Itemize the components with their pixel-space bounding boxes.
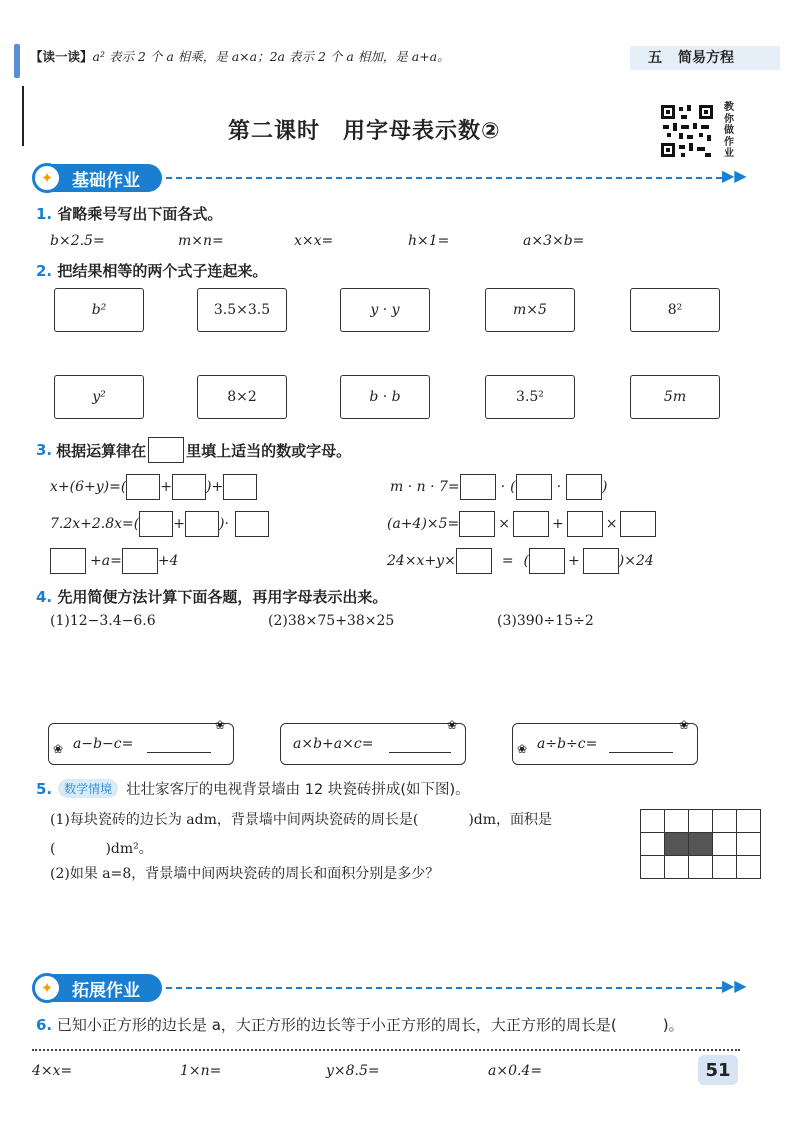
page-title: 第二课时 用字母表示数②: [228, 119, 501, 144]
q2-heading: [36, 260, 267, 281]
q5-heading: [36, 778, 470, 799]
answer-box[interactable]: [460, 474, 496, 500]
q3-expr-1: x+(6+y)=( + )+: [50, 472, 257, 502]
q6-text: 已知小正方形的边长是 a，大正方形的边长等于小正方形的周长，大正方形的周长是(: [56, 1016, 617, 1034]
formula-text: a÷b÷c=: [537, 736, 598, 752]
answer-line[interactable]: [609, 752, 673, 753]
section-divider: [166, 177, 722, 179]
match-box-top[interactable]: b²: [54, 288, 144, 332]
footer-item: a×0.4=: [488, 1063, 543, 1079]
answer-line[interactable]: [389, 752, 451, 753]
q3-expr-3: 7.2x+2.8x=( + )·: [50, 509, 269, 539]
q1-item: h×1=: [408, 233, 450, 249]
q4-item: (3)390÷15÷2: [497, 613, 594, 629]
bulb-icon: ✦: [32, 973, 62, 1003]
footer-item: 4×x=: [32, 1063, 73, 1079]
q2-text: 把结果相等的两个式子连起来。: [57, 262, 268, 280]
q4-item: (2)38×75+38×25: [268, 613, 395, 629]
q5-part1-cont: ( )dm²。: [50, 841, 153, 857]
q3-text-a: 根据运算律在: [56, 441, 147, 460]
answer-box[interactable]: [529, 548, 565, 574]
answer-box[interactable]: [459, 511, 495, 537]
tip-line: [30, 47, 450, 65]
bulb-icon: ✦: [32, 163, 62, 193]
answer-box[interactable]: [516, 474, 552, 500]
q4-item: (1)12−3.4−6.6: [50, 613, 156, 629]
match-box-bottom[interactable]: y²: [54, 375, 144, 419]
answer-box[interactable]: [185, 511, 219, 537]
match-box-bottom[interactable]: 5m: [630, 375, 720, 419]
answer-box[interactable]: [456, 548, 492, 574]
qr-caption: 教 你 做 作 业: [724, 102, 734, 159]
blank-box-sample: [148, 437, 184, 463]
q1-number: 1.: [36, 205, 53, 223]
scroll-curl-icon: ❀: [679, 718, 690, 732]
q3-expr-6: 24×x+y× = ( + )×24: [387, 546, 654, 576]
qr-code[interactable]: [659, 103, 715, 159]
q5-part1: (1)每块瓷砖的边长为 adm，背景墙中间两块瓷砖的周长是( )dm，面积是: [50, 812, 553, 828]
formula-scroll: [48, 718, 234, 765]
match-box-top[interactable]: 8²: [630, 288, 720, 332]
q1-heading: [36, 203, 222, 224]
answer-box[interactable]: [126, 474, 160, 500]
unit-title: 简易方程: [678, 50, 734, 66]
double-arrow-icon: ▶▶: [722, 976, 747, 995]
q3-expr-2: m · n · 7= · ( · ): [390, 472, 607, 502]
q3-expr-4: (a+4)×5= × + ×: [387, 509, 656, 539]
answer-box[interactable]: [139, 511, 173, 537]
tip-side-bar: [14, 44, 20, 78]
q5-part2: (2)如果 a=8，背景墙中间两块瓷砖的周长和面积分别是多少？: [50, 866, 440, 882]
answer-box[interactable]: [235, 511, 269, 537]
match-box-bottom[interactable]: 8×2: [197, 375, 287, 419]
match-box-bottom[interactable]: b · b: [340, 375, 430, 419]
footer-divider: [32, 1049, 740, 1051]
formula-scroll: [280, 718, 466, 765]
section-ext-label: 拓展作业: [72, 980, 140, 1001]
formula-text: a−b−c=: [73, 736, 134, 752]
unit-number: 五: [648, 50, 662, 66]
answer-box[interactable]: [50, 548, 86, 574]
q3-text-b: 里填上适当的数或字母。: [186, 441, 352, 460]
answer-box[interactable]: [567, 511, 603, 537]
tip-text: a² 表示 2 个 a 相乘，是 a×a；2a 表示 2 个 a 相加，是 a+a。: [92, 49, 450, 64]
double-arrow-icon: ▶▶: [722, 166, 747, 185]
answer-box[interactable]: [122, 548, 158, 574]
q3-heading: [36, 437, 351, 463]
margin-line: [22, 86, 24, 146]
answer-line[interactable]: [147, 752, 211, 753]
scroll-curl-icon: ❀: [447, 718, 458, 732]
q1-item: x×x=: [294, 233, 334, 249]
answer-box[interactable]: [566, 474, 602, 500]
answer-box[interactable]: [513, 511, 549, 537]
q3-number: 3.: [36, 441, 53, 459]
footer-item: y×8.5=: [326, 1063, 380, 1079]
answer-box[interactable]: [583, 548, 619, 574]
section-divider: [166, 987, 722, 989]
q6-number: 6.: [36, 1016, 53, 1034]
tile-wall-grid: [640, 809, 761, 879]
q6-heading: 6. 已知小正方形的边长是 a，大正方形的边长等于小正方形的周长，大正方形的周长是( )。: [36, 1016, 684, 1034]
q1-item: b×2.5=: [50, 233, 105, 249]
q1-item: m×n=: [178, 233, 224, 249]
match-box-top[interactable]: y · y: [340, 288, 430, 332]
q3-expr-5: +a= +4: [50, 546, 178, 576]
formula-text: a×b+a×c=: [293, 736, 374, 752]
q4-heading: [36, 586, 387, 607]
match-box-bottom[interactable]: 3.5²: [485, 375, 575, 419]
match-box-top[interactable]: m×5: [485, 288, 575, 332]
q5-number: 5.: [36, 779, 53, 798]
answer-box[interactable]: [223, 474, 257, 500]
answer-box[interactable]: [620, 511, 656, 537]
page-number: 51: [698, 1055, 738, 1085]
situation-tag: 数学情境: [58, 779, 118, 798]
q4-number: 4.: [36, 588, 53, 606]
footer-item: 1×n=: [180, 1063, 222, 1079]
q5-text: 壮壮家客厅的电视背景墙由 12 块瓷砖拼成(如下图)。: [126, 782, 470, 798]
tip-label: 【读一读】: [30, 49, 93, 64]
answer-box[interactable]: [172, 474, 206, 500]
q1-item: a×3×b=: [523, 233, 585, 249]
scroll-curl-icon: ❀: [215, 718, 226, 732]
section-basic-label: 基础作业: [72, 170, 140, 191]
q4-text: 先用简便方法计算下面各题，再用字母表示出来。: [57, 588, 388, 606]
scroll-curl-icon: ❀: [53, 742, 64, 756]
q2-number: 2.: [36, 262, 53, 280]
formula-scroll: [512, 718, 698, 765]
scroll-curl-icon: ❀: [517, 742, 528, 756]
q1-text: 省略乘号写出下面各式。: [57, 205, 223, 223]
match-box-top[interactable]: 3.5×3.5: [197, 288, 287, 332]
